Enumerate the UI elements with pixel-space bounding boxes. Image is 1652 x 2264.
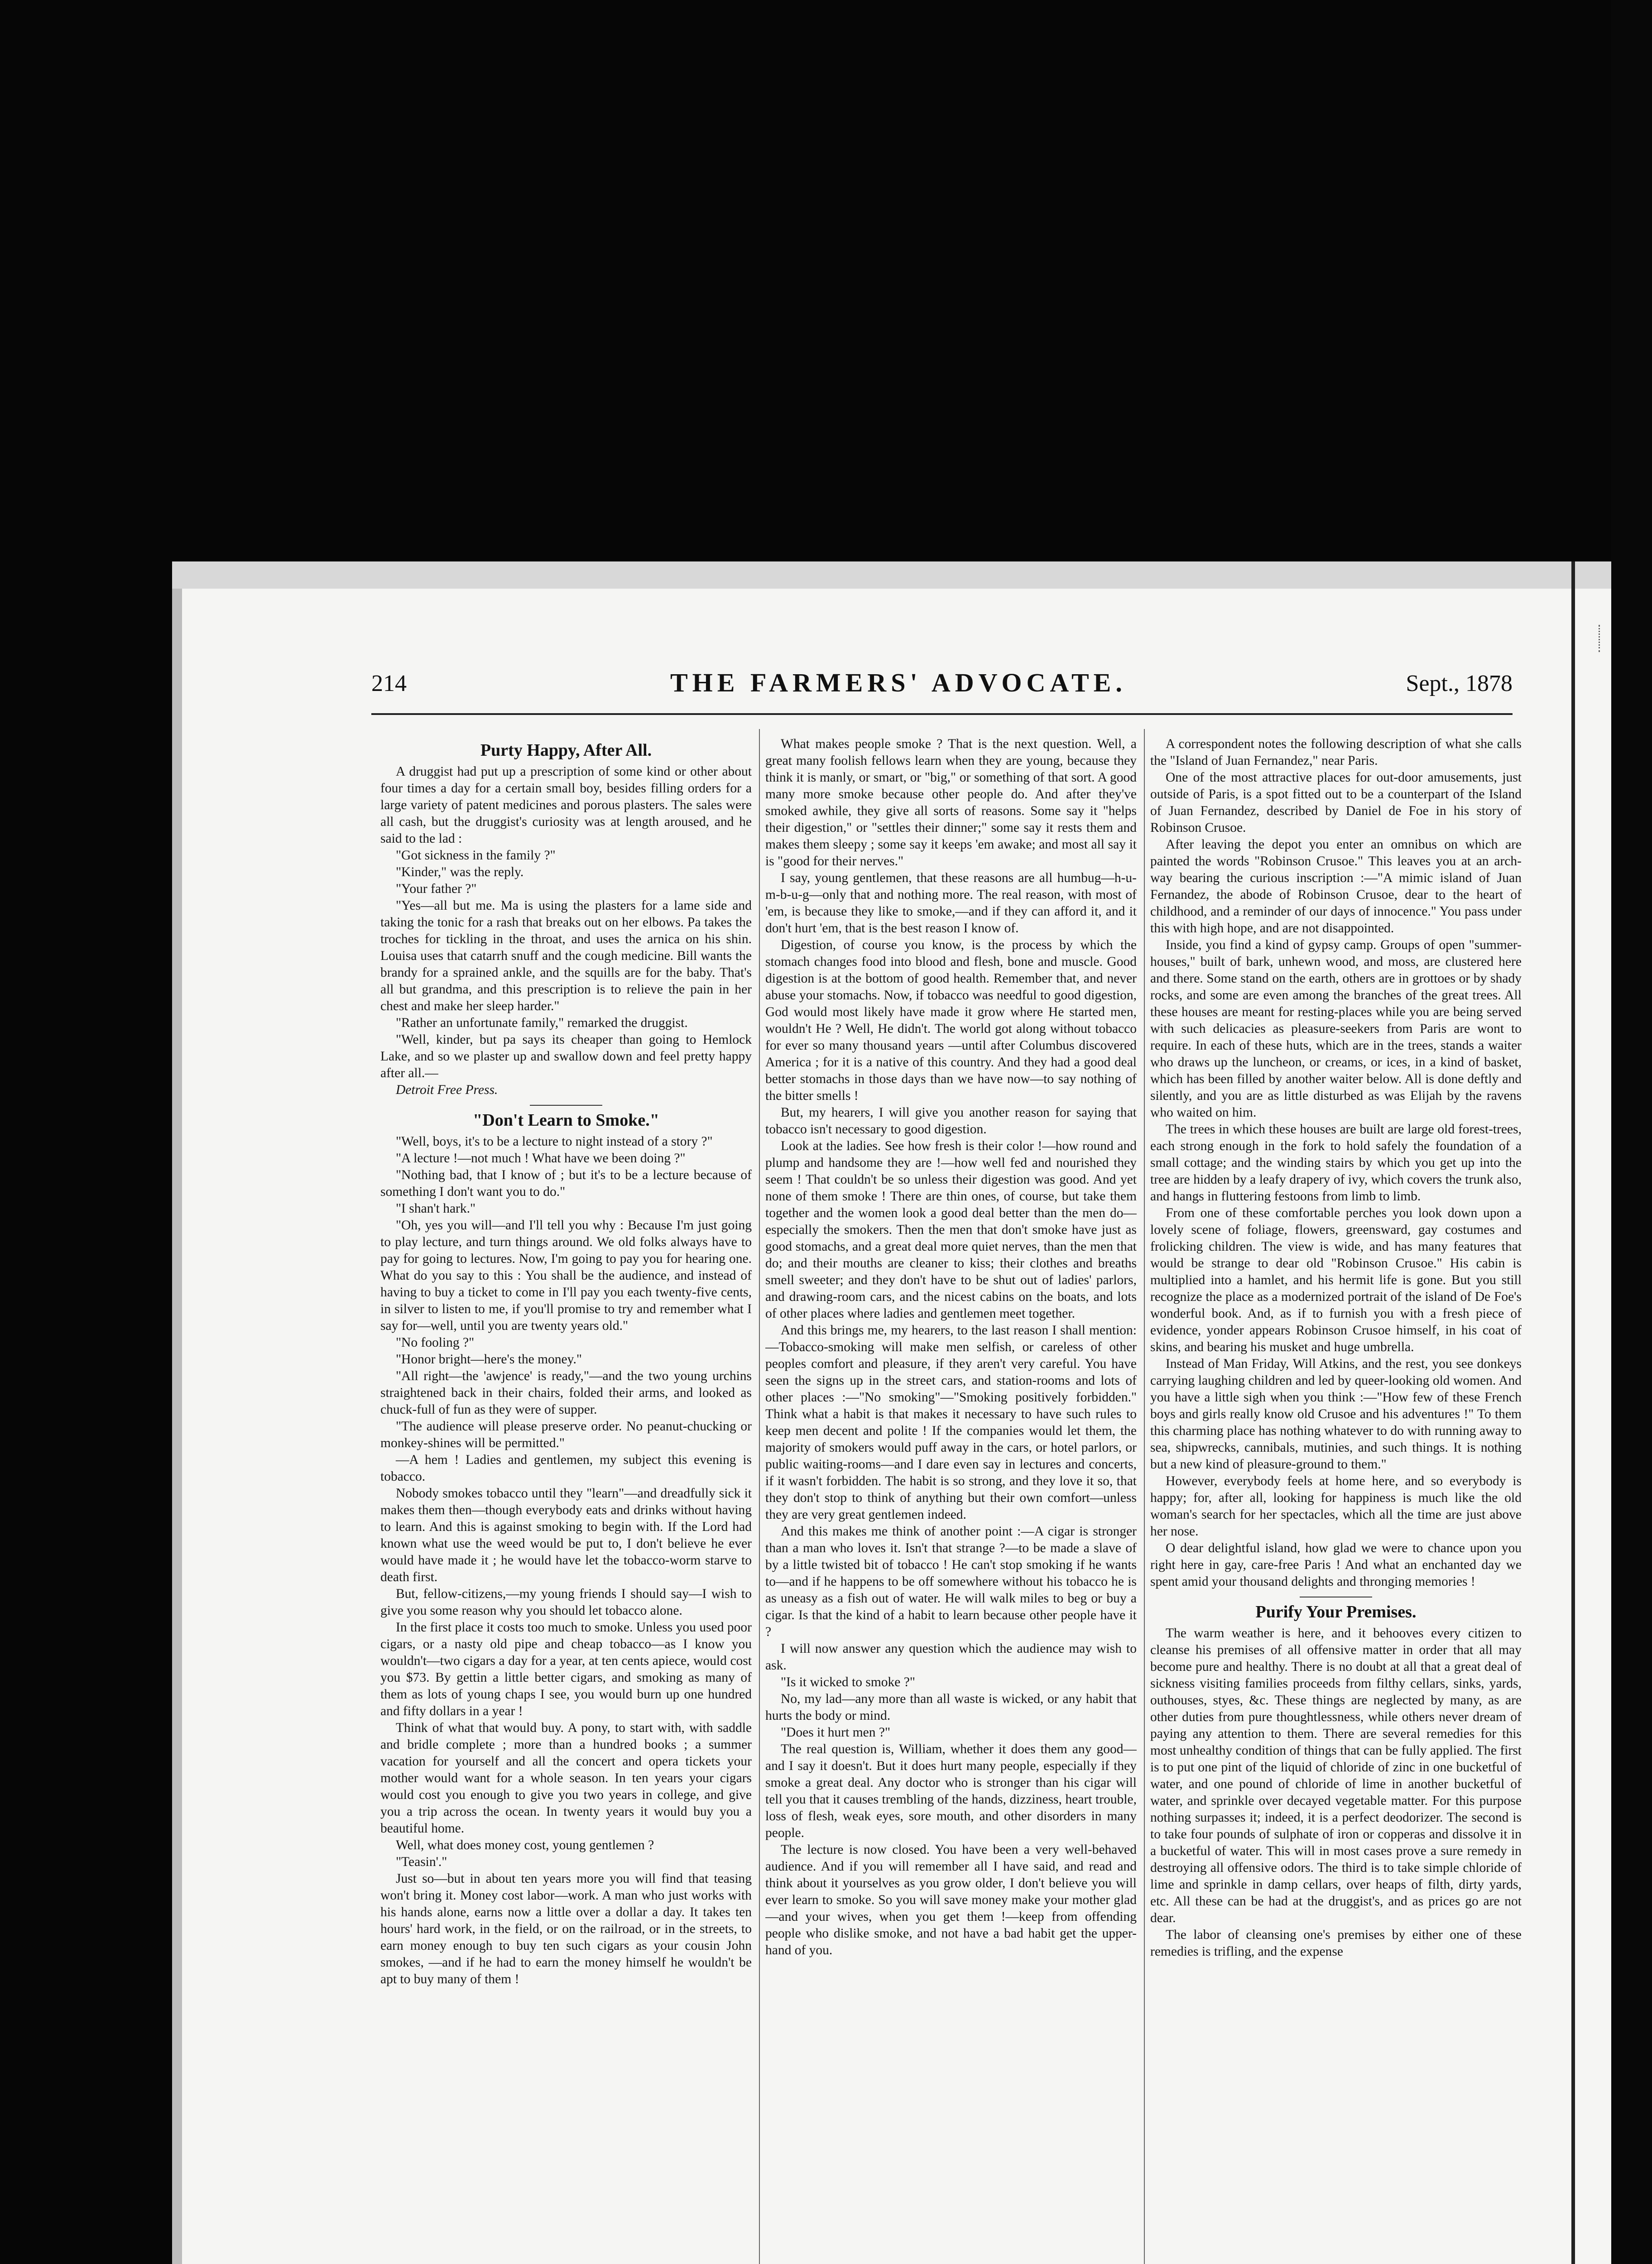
- paragraph: "Honor bright—here's the money.": [396, 1352, 582, 1367]
- paragraph: I will now answer any question which the audience may wish to ask.: [765, 1641, 1137, 1673]
- scan-background-top: [0, 0, 1652, 561]
- paragraph: "All right—the 'awjence' is ready,"—and the two young urchins straightened back in their chairs, folded their arms, and looked as chuck-full of fun as they were of supper.: [380, 1369, 752, 1417]
- paragraph: A correspondent notes the following description of what she calls the "Island of Juan Fernandez," near Paris.: [1150, 737, 1522, 768]
- paragraph: "No fooling ?": [396, 1335, 475, 1350]
- paragraph: After leaving the depot you enter an omnibus on which are painted the words "Robinson Crusoe." This leaves you at an arch-way bearing the curious inscription :—"A mimic island of Juan Fernandez, the abode of Robinson Crusoe, dear to the heart of childhood, and a reminder of our days of innocence." You pass under this with high hope, and are not disappointed.: [1150, 837, 1522, 935]
- column-1: [380, 736, 752, 2264]
- article-source: Detroit Free Press.: [396, 1083, 498, 1097]
- paragraph: Look at the ladies. See how fresh is their color !—how round and plump and handsome they are !—how well fed and nourished they seem ! That couldn't be so unless their digestion was good. And yet none of them smoke ! There are thin ones, of course, but take them together and the women look a good deal better than the men do—especially the smokers. Then the men that don't smoke have just as good stomachs, and a great deal more quiet nerves, than the men that do; and their mouths are cleaner to kiss; their clothes and breaths smell sweeter; and they don't have to be shut out of ladies' parlors, and drawing-room cars, and the nicest cabins on the boats, and lots of other places where ladies and gentlemen meet together.: [765, 1139, 1137, 1321]
- column-3: [1150, 736, 1522, 2264]
- paragraph: "The audience will please preserve order. No peanut-chucking or monkey-shines will be permitted.": [380, 1419, 752, 1450]
- column-divider: [1144, 729, 1145, 2264]
- paragraph: "Teasin'.": [396, 1855, 447, 1869]
- paragraph: "Is it wicked to smoke ?": [781, 1675, 915, 1689]
- paragraph: But, fellow-citizens,—my young friends I should say—I wish to give you some reason why you should let tobacco alone.: [380, 1587, 752, 1618]
- paragraph: "Well, boys, it's to be a lecture to night instead of a story ?": [396, 1134, 713, 1149]
- binding-spine: [1571, 561, 1575, 2264]
- paragraph: The warm weather is here, and it behooves every citizen to cleanse his premises of all offensive matter in order that all may become pure and healthy. There is no doubt at all that a great deal of sickness visiting families proceeds from filthy cellars, sinks, yards, outhouses, styes, &c. These things are neglected by many, as are other duties from pure thoughtlessness, while others never dream of paying any attention to them. There are several remedies for this most unhealthy condition of things that can be fully applied. The first is to put one pint of the liquid of chloride of zinc in one bucketful of water, and one pound of chloride of lime in another bucketful of water, and sprinkle over decayed vegetable matter. For this purpose nothing surpasses it; indeed, it is a perfect deodorizer. The second is to take four pounds of sulphate of iron or copperas and dissolve it in a bucketful of water. This will in most cases prove a sure remedy in destroying all offensive odors. The third is to take simple chloride of lime and sprinkle in damp cellars, over heaps of filth, dirty yards, etc. All these can be had at the druggist's, and as prices go are not dear.: [1150, 1626, 1522, 1925]
- paragraph: The trees in which these houses are built are large old forest-trees, each strong enough in the fork to hold safely the foundation of a small cottage; and the winding stairs by which you get up into the tree are hidden by a leafy drapery of ivy, which covers the trunk also, and hangs in fluttering festoons from limb to limb.: [1150, 1122, 1522, 1204]
- paragraph: What makes people smoke ? That is the next question. Well, a great many foolish fellows learn when they are young, because they think it is manly, or smart, or "big," or something of that sort. A good many more smoke because other people do. And after they've smoked awhile, they give all sorts of reasons. Some say it "helps their digestion," or "settles their dinner;" some say it rests them and makes them sleepy ; some say it keeps 'em awake; and most all say it is "good for their nerves.": [765, 737, 1137, 868]
- paragraph: Think of what that would buy. A pony, to start with, with saddle and bridle complete ; more than a hundred books ; a summer vacation for yourself and all the concert and opera tickets your mother would want for a whole season. In ten years your cigars would cost you enough to give you two years in college, and give you a trip across the ocean. In twenty years it would buy you a beautiful home.: [380, 1721, 752, 1836]
- paragraph: "Oh, yes you will—and I'll tell you why : Because I'm just going to play lecture, and turn things around. We old folks always have to pay for going to lectures. Now, I'm going to pay you for hearing one. What do you say to this : You shall be the audience, and instead of having to buy a ticket to come in I'll pay you each twenty-five cents, in silver to listen to me, if you'll promise to try and remember what I say for—well, until you are twenty years old.": [380, 1218, 752, 1333]
- paragraph: "I shan't hark.": [396, 1201, 476, 1216]
- paragraph: In the first place it costs too much to smoke. Unless you used poor cigars, or a nasty old pipe and cheap tobacco—as I know you wouldn't—two cigars a day for a year, at ten cents apiece, would cost you $73. By gettin a little better cigars, and smoking as many of them as lots of young chaps I see, you would burn up one hundred and fifty dollars in a year !: [380, 1620, 752, 1718]
- paragraph: No, my lad—any more than all waste is wicked, or any habit that hurts the body or mind.: [765, 1692, 1137, 1723]
- paragraph: The lecture is now closed. You have been a very well-behaved audience. And if you will remember all I have said, and read and think about it yourselves as you grow older, I don't believe you will ever learn to smoke. So you will save money make your mother glad—and your wives, when you get them !—keep from offending people who dislike smoke, and not have a bad habit get the upper-hand of you.: [765, 1842, 1137, 1957]
- page-header: [371, 670, 1513, 702]
- paragraph: "A lecture !—not much ! What have we been doing ?": [396, 1151, 686, 1166]
- paragraph: But, my hearers, I will give you another reason for saying that tobacco isn't necessary to good digestion.: [765, 1105, 1137, 1137]
- masthead-title: THE FARMERS' ADVOCATE.: [670, 668, 1127, 697]
- paragraph: Just so—but in about ten years more you will find that teasing won't bring it. Money cost labor—work. A man who just works with his hands alone, earns now a little over a dollar a day. It takes ten hours' hard work, in the field, or on the railroad, or in the streets, to earn money enough to buy ten such cigars as your cousin John smokes, —and if he had to earn the money himself he wouldn't be apt to buy many of them !: [380, 1871, 752, 1986]
- article-title: Purty Happy, After All.: [480, 741, 652, 760]
- paragraph: A druggist had put up a prescription of some kind or other about four times a day for a certain small boy, besides filling orders for a large variety of patent medicines and porous plasters. The sales were all cash, but the druggist's curiosity was at length aroused, and he said to the lad :: [380, 764, 752, 846]
- scan-background-left: [0, 0, 172, 2264]
- paragraph: —A hem ! Ladies and gentlemen, my subject this evening is tobacco.: [380, 1453, 752, 1484]
- paragraph: O dear delightful island, how glad we were to chance upon you right here in gay, care-free Paris ! And what an enchanted day we spent amid your thousand delights and thronging memories !: [1150, 1541, 1522, 1589]
- paragraph: However, everybody feels at home here, and so everybody is happy; for, after all, looking for happiness is much like the old woman's search for her spectacles, which all the time are just above her nose.: [1150, 1474, 1522, 1539]
- section-divider: [530, 1105, 602, 1106]
- article-title: Purify Your Premises.: [1255, 1602, 1417, 1621]
- page-number: 214: [371, 671, 407, 696]
- paragraph: "Rather an unfortunate family," remarked the druggist.: [396, 1016, 688, 1030]
- paragraph: Digestion, of course you know, is the process by which the stomach changes food into blood and flesh, bone and muscle. Good digestion is at the bottom of good health. Remember that, and never abuse your stomachs. Now, if tobacco was needful to good digestion, God would most likely have made it grow where He started men, wouldn't He ? Well, He didn't. The world got along without tobacco for ever so many thousand years —until after Columbus discovered America ; for it is a native of this country. And they had a good deal better stomachs in those days than we have now—to say nothing of the bitter smells !: [765, 938, 1137, 1103]
- paragraph: And this brings me, my hearers, to the last reason I shall mention:—Tobacco-smoking will make men selfish, or careless of other peoples comfort and pleasure, if they aren't very careful. You have seen the signs up in the street cars, and station-rooms and lots of other places :—"No smoking"—"Smoking positively forbidden." Think what a habit is that makes it necessary to have such rules to keep men decent and polite ! If the companies would let them, the majority of smokers would puff away in the cars, or hotel parlors, or public waiting-rooms—and I dare even say in lectures and concerts, if it wasn't forbidden. The habit is so strong, and they love it so, that they don't stop to think of anything but their own comfort—unless they are very great gentlemen indeed.: [765, 1323, 1137, 1522]
- paragraph: Instead of Man Friday, Will Atkins, and the rest, you see donkeys carrying laughing children and led by queer-looking old women. And you have a little sigh when you think :—"How few of these French boys and girls really know old Crusoe and his adventures !" To them this charming place has nothing whatever to do with running away to sea, shipwrecks, cannibals, mutinies, and such things. It is nothing but a new kind of pleasure-ground to them.": [1150, 1357, 1522, 1472]
- paragraph: "Your father ?": [396, 882, 477, 896]
- paragraph: "Got sickness in the family ?": [396, 848, 556, 863]
- header-rule: [371, 713, 1513, 715]
- paragraph: And this makes me think of another point :—A cigar is stronger than a man who loves it. Isn't that strange ?—to be made a slave of by a little twisted bit of tobacco ! He can't stop smoking if he wants to—and if he happens to be off somewhere without his tobacco he is as uneasy as a fish out of water. He will walk miles to beg or buy a cigar. Is that the kind of a habit to learn because other people have it ?: [765, 1524, 1137, 1639]
- article-title: "Don't Learn to Smoke.": [473, 1111, 659, 1130]
- issue-date: Sept., 1878: [1406, 671, 1513, 696]
- torn-edge-mark: [1599, 625, 1609, 652]
- scan-background-right: [1611, 0, 1652, 2264]
- paragraph: The labor of cleansing one's premises by either one of these remedies is trifling, and the expense: [1150, 1928, 1522, 1959]
- paragraph: The real question is, William, whether it does them any good—and I say it doesn't. But it does hurt many people, especially if they smoke a great deal. Any doctor who is stronger than his cigar will tell you that it causes trembling of the hands, dizziness, heart trouble, loss of flesh, weak eyes, sore mouth, and other disorders in many people.: [765, 1742, 1137, 1840]
- page-edge-shadow: [172, 589, 182, 2264]
- column-2: [765, 736, 1137, 2264]
- column-divider: [759, 729, 760, 2264]
- paragraph: From one of these comfortable perches you look down upon a lovely scene of foliage, flowers, greensward, gay costumes and frolicking children. The view is wide, and has many features that would be strange to dear old "Robinson Crusoe." His cabin is multiplied into a hamlet, and his hermit life is gone. But you still recognize the place as a modernized portrait of the island of De Foe's wonderful book. And, as if to furnish you with a fresh piece of evidence, yonder appears Robinson Crusoe himself, in his coat of skins, and bearing his musket and huge umbrella.: [1150, 1206, 1522, 1354]
- paragraph: "Well, kinder, but pa says its cheaper than going to Hemlock Lake, and so we plaster up and swallow down and feel pretty happy after all.—: [380, 1032, 752, 1080]
- paragraph: "Nothing bad, that I know of ; but it's to be a lecture because of something I don't want you to do.": [380, 1168, 752, 1199]
- paragraph: Well, what does money cost, young gentlemen ?: [396, 1838, 654, 1852]
- paragraph: "Kinder," was the reply.: [396, 865, 524, 879]
- paragraph: One of the most attractive places for out-door amusements, just outside of Paris, is a spot fitted out to be a counterpart of the Island of Juan Fernandez, described by Daniel de Foe in his story of Robinson Crusoe.: [1150, 770, 1522, 835]
- paragraph: "Yes—all but me. Ma is using the plasters for a lame side and taking the tonic for a rash that breaks out on her elbows. Pa takes the troches for tickling in the throat, and uses the arnica on his shin. Louisa uses that catarrh snuff and the cough medicine. Bill wants the brandy for a sprained ankle, and the squills are for the baby. That's all but grandma, and this prescription is to relieve the pain in her chest and make her sleep harder.": [380, 898, 752, 1013]
- paragraph: Nobody smokes tobacco until they "learn"—and dreadfully sick it makes them then—though everybody eats and drinks without having to learn. And this is against smoking to begin with. If the Lord had known what use the weed would be put to, I don't believe he ever would have made it ; he would have let the tobacco-worm starve to death first.: [380, 1486, 752, 1584]
- page-top-margin: [172, 561, 1611, 589]
- paragraph: "Does it hurt men ?": [781, 1725, 891, 1740]
- paragraph: I say, young gentlemen, that these reasons are all humbug—h-u-m-b-u-g—only that and nothing more. The real reason, with most of 'em, is because they like to smoke,—and if they can afford it, and it don't hurt 'em, that is the best reason I know of.: [765, 871, 1137, 935]
- paragraph: Inside, you find a kind of gypsy camp. Groups of open "summer-houses," built of bark, unhewn wood, and moss, are clustered here and there. Some stand on the earth, others are in grottoes or by shady rocks, and some are even among the branches of the great trees. All these houses are meant for resting-places while you are being served with such delicacies as pleasure-seekers from Paris are wont to require. In each of these huts, which are in the trees, stands a waiter who draws up the luncheon, or creams, or ices, in a kind of basket, which has been filled by another waiter below. All is done deftly and silently, and you are as little disturbed as was Elijah by the ravens who waited on him.: [1150, 938, 1522, 1120]
